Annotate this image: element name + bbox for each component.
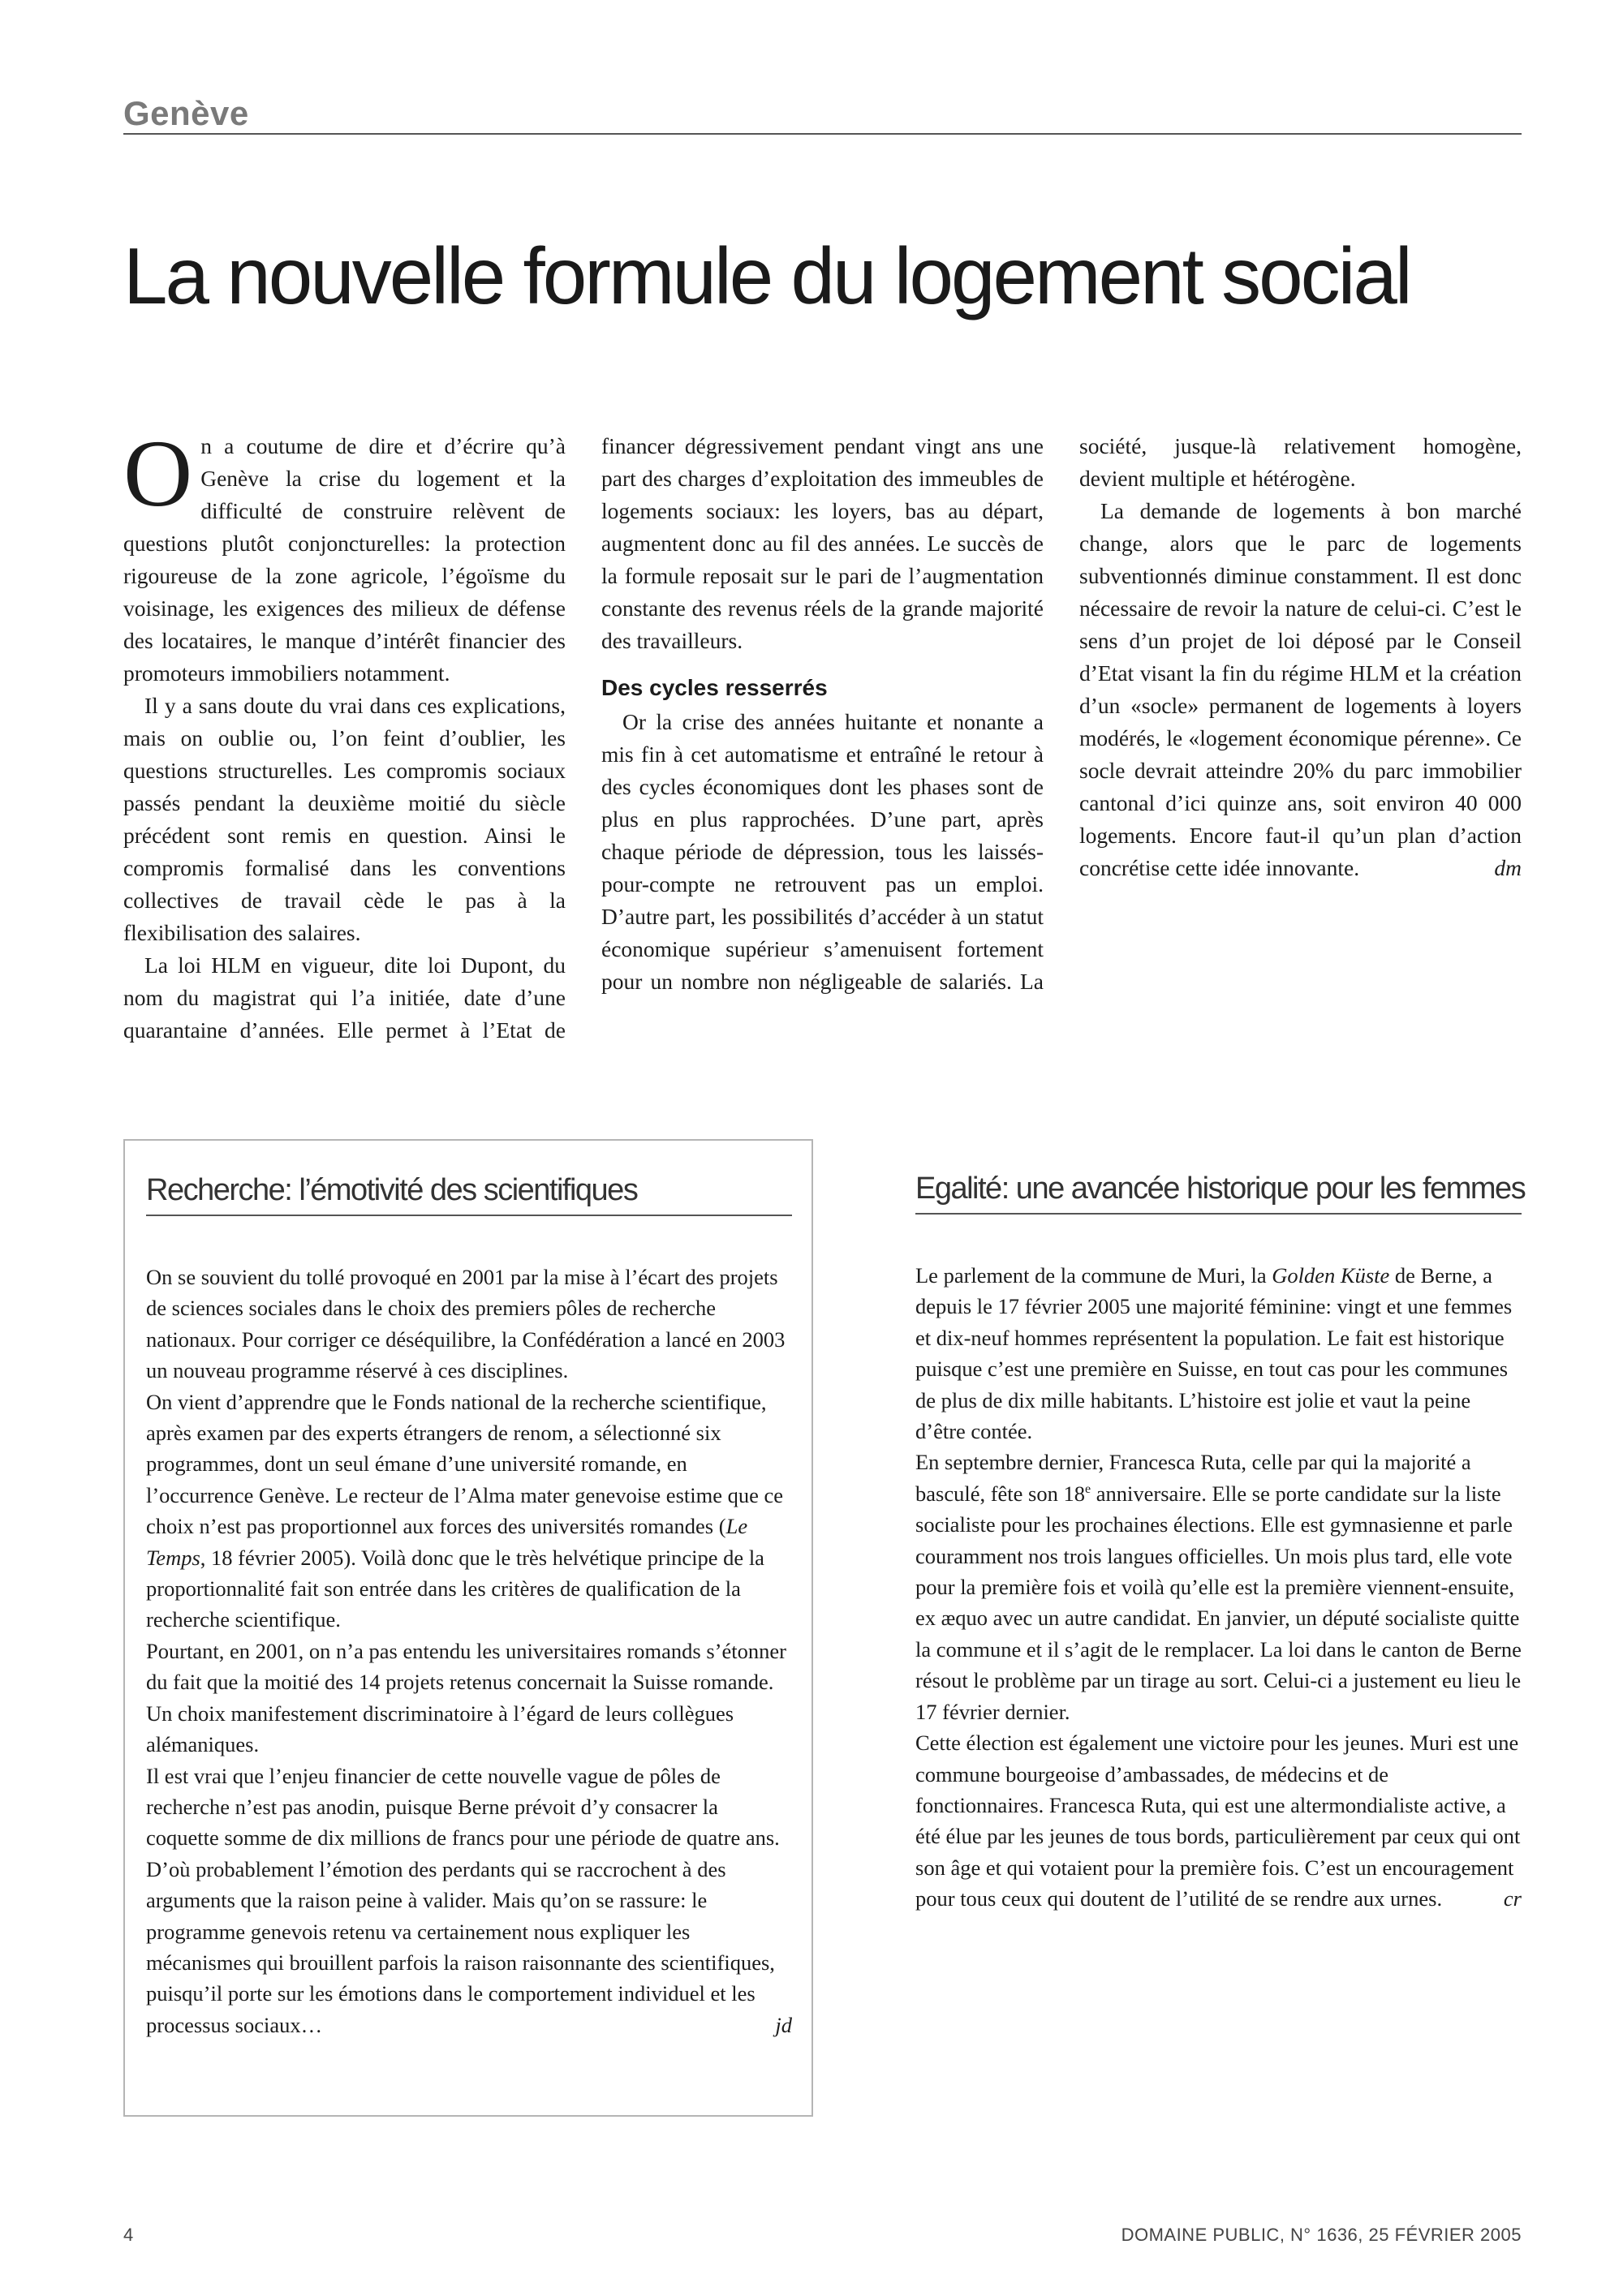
research-paragraph-2-part-1: On vient d’apprendre que le Fonds national de la recherche scientifique, après examen par des experts étrangers de renom, a sélectionné six programmes, dont un seul émane d’une université romande, en l’occurrence Genève. Le recteur de l’Alma mater genevoise estime que ce choix n’est pas proportionnel aux forces des universités romandes ( xyxy=(146,1389,784,1539)
equality-place-name: Golden Küste xyxy=(1272,1263,1390,1288)
section-label: Genève xyxy=(123,94,249,132)
page-number: 4 xyxy=(123,2225,134,2245)
equality-signature: cr xyxy=(1503,1886,1522,1911)
article-title: La nouvelle formule du logement social xyxy=(123,231,1410,320)
equality-body xyxy=(915,1260,1522,1915)
equality-paragraph-1-part-2: de Berne, a depuis le 17 février 2005 une majorité féminine: vingt et une femmes et dix-neuf hommes représentent la population. Le fait est historique puisque c’est une première en Suisse, en tout cas pour les communes de plus de dix mille habitants. L’histoire est jolie et vaut la peine d’être contée. xyxy=(915,1263,1513,1444)
article-paragraph-3: La loi HLM en vigueur, dite loi Dupont, du nom du magistrat qui l’a initiée, date d’une quarantaine d’années. Elle permet à l’Etat de financer dégressivement pendant vingt ans une part des charges d’exploitation des immeubles de logements sociaux: les loyers, bas au départ, augmentent donc au fil des années. Le succès de la formule reposait sur le pari de l’augmentation constante des revenus réels de la grande majorité des travailleurs. xyxy=(123,433,1044,1043)
research-signature: jd xyxy=(775,2012,792,2037)
ordinal-suffix: e xyxy=(1085,1482,1091,1497)
equality-paragraph-2-part-1: En septembre dernier, Francesca Ruta, celle par qui la majorité a basculé, fête son 18 xyxy=(915,1450,1471,1506)
research-box-body xyxy=(146,1262,792,2040)
sidebar-box-research xyxy=(123,1139,813,2117)
research-box-title: Recherche: l’émotivité des scientifiques xyxy=(146,1173,792,1216)
equality-paragraph-3-text: Cette élection est également une victoire pour les jeunes. Muri est une commune bourgeoise d’ambassades, de médecins et de fonctionnaires. Francesca Ruta, qui est une altermondialiste active, a été élue par les jeunes de tous bords, particulièrement par ceux qui ont son âge et qui votaient pour la première fois. C’est un encouragement pour tous ceux qui doutent de l’utilité de se rendre aux urnes. xyxy=(915,1731,1521,1911)
article-paragraph-5 xyxy=(1079,495,1522,884)
research-source-citation: Le Temps xyxy=(146,1514,748,1570)
main-article xyxy=(123,420,1522,1055)
research-paragraph-2 xyxy=(146,1387,792,1636)
equality-paragraph-1 xyxy=(915,1260,1522,1447)
research-paragraph-3: Pourtant, en 2001, on n’a pas entendu les universitaires romands s’étonner du fait que la moitié des 14 projets retenus concernait la Suisse romande. Un choix manifestement discriminatoire à l’égard de leurs collègues alémaniques. xyxy=(146,1638,786,1757)
research-box-content xyxy=(146,1173,792,2040)
article-paragraph-1 xyxy=(123,420,566,690)
publication-info: DOMAINE PUBLIC, N° 1636, 25 FÉVRIER 2005 xyxy=(1121,2225,1522,2245)
research-paragraph-1: On se souvient du tollé provoqué en 2001 par la mise à l’écart des projets de sciences sociales dans le choix des premiers pôles de recherche nationaux. Pour corriger ce déséquilibre, la Confédération a lancé en 2003 un nouveau programme réservé à ces disciplines. xyxy=(146,1265,786,1383)
article-signature: dm xyxy=(1494,855,1522,880)
sidebar-equality xyxy=(915,1172,1526,1915)
article-paragraph-2: Il y a sans doute du vrai dans ces explications, mais on oublie ou, l’on feint d’oublier, les questions structurelles. Les compromis sociaux passés pendant la deuxième moitié du siècle précédent sont remis en question. Ainsi le compromis formalisé dans les conventions collectives de travail cède le pas à la flexibilisation des salaires. xyxy=(123,693,566,945)
equality-paragraph-2-part-2: anniversaire. Elle se porte candidate sur la liste socialiste pour les prochaines élections. Elle est gymnasienne et parle couramment nos trois langues officielles. Un mois plus tard, elle vote pour la première fois et voilà qu’elle est la première viennent-ensuite, ex æquo avec un autre candidat. En janvier, un député socialiste quitte la commune et il s’agit de le remplacer. La loi dans le canton de Berne résout le problème par un tirage au sort. Celui-ci a justement eu lieu le 17 février dernier. xyxy=(915,1481,1522,1724)
research-paragraph-4 xyxy=(146,1761,792,2041)
article-paragraph-1-text: n a coutume de dire et d’écrire qu’à Genève la crise du logement et la difficulté de construire relèvent de questions plutôt conjoncturelles: la protection rigoureuse de la zone agricole, l’égoïsme du voisinage, les exigences des milieux de défense des locataires, le manque d’intérêt financier des promoteurs immobiliers notamment. xyxy=(123,433,566,686)
section-rule xyxy=(123,133,1522,135)
equality-paragraph-2 xyxy=(915,1447,1522,1727)
article-paragraph-4: Or la crise des années huitante et nonante a mis fin à cet automatisme et entraîné le retour à des cycles économiques dont les phases sont de plus en plus rapprochées. D’une part, après chaque période de dépression, tous les laissés-pour-compte ne retrouvent pas un emploi. D’autre part, les possibilités d’accéder à un statut économique supérieur s’amenuisent fortement pour un nombre non négligeable de salariés. La société, jusque-là relativement homogène, devient multiple et hétérogène. xyxy=(601,433,1522,994)
equality-title: Egalité: une avancée historique pour les femmes xyxy=(915,1172,1522,1215)
article-subheading: Des cycles resserrés xyxy=(601,675,828,700)
research-paragraph-4-text: Il est vrai que l’enjeu financier de cette nouvelle vague de pôles de recherche n’est pas anodin, puisque Berne prévoit d’y consacrer la coquette somme de dix millions de francs pour une période de quatre ans. D’où probablement l’émotion des perdants qui se raccrochent à des arguments que la raison peine à valider. Mais qu’on se rassure: le programme genevois retenu va certainement nous expliquer les mécanismes qui brouillent parfois la raison raisonnante des scientifiques, puisqu’il porte sur les émotions dans le comportement individuel et les processus sociaux… xyxy=(146,1763,780,2037)
research-paragraph-2-part-2: , 18 février 2005). Voilà donc que le très helvétique principe de la proportionnalité fait son entrée dans les critères de qualification de la recherche scientifique. xyxy=(146,1545,764,1632)
article-paragraph-5-text: La demande de logements à bon marché change, alors que le parc de logements subventionnés diminue constamment. Il est donc nécessaire de revoir la nature de celui-ci. C’est le sens d’un projet de loi déposé par le Conseil d’Etat visant la fin du régime HLM et la création d’un «socle» permanent de logements à loyers modérés, le «logement économique pérenne». Ce socle devrait atteindre 20% du parc immobilier cantonal d’ici quinze ans, soit environ 40 000 logements. Encore faut-il qu’un plan d’action concrétise cette idée innovante. xyxy=(1079,498,1522,880)
equality-paragraph-1-part-1: Le parlement de la commune de Muri, la xyxy=(915,1263,1272,1288)
equality-paragraph-3 xyxy=(915,1727,1522,1914)
drop-cap: O xyxy=(123,420,193,527)
